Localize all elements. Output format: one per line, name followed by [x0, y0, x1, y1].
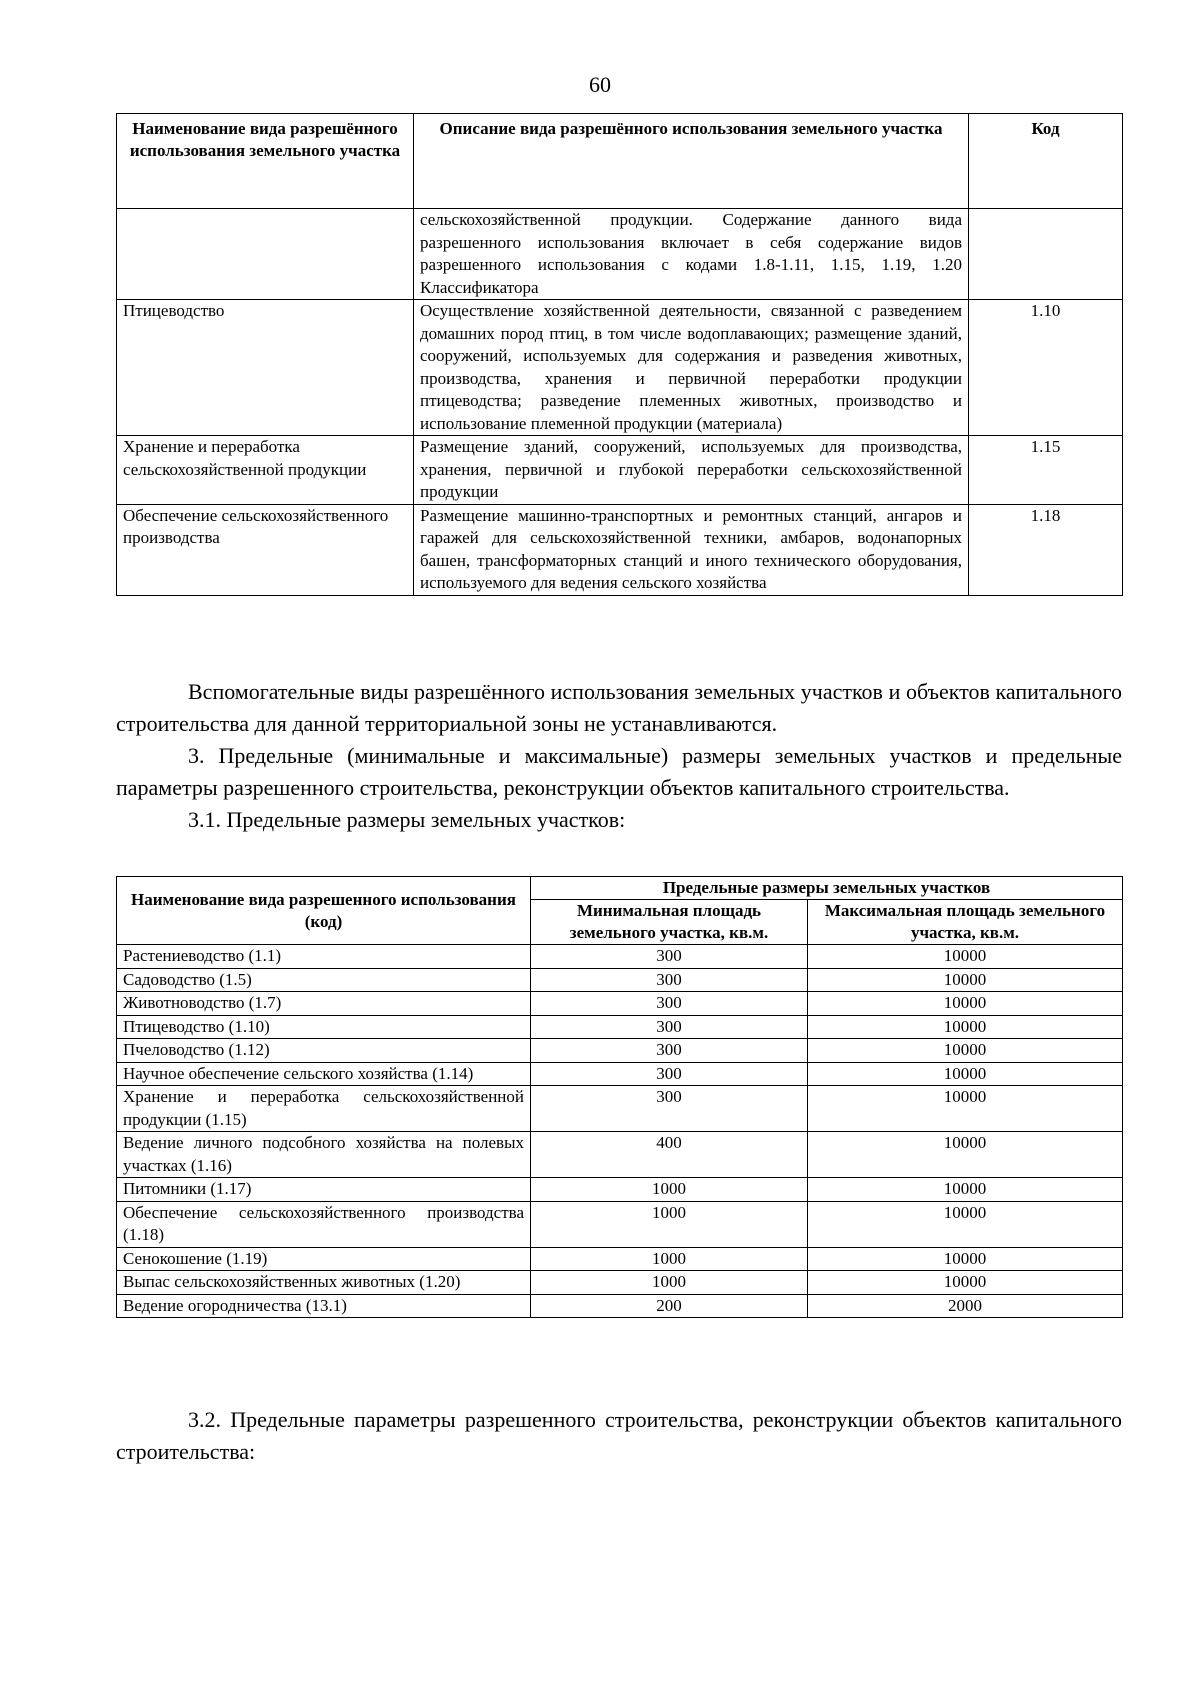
use-code: 1.10: [969, 300, 1123, 436]
use-description: Размещение машинно-транспортных и ремонтных станций, ангаров и гаражей для сельскохозяйственной техники, амбаров, водонапорных башен, трансформаторных станций и иного технического оборудования, используемого для ведения сельского хозяйства: [414, 504, 969, 595]
max-area: 10000: [808, 1062, 1123, 1086]
min-area: 300: [531, 1015, 808, 1039]
use-name-code: Сенокошение (1.19): [117, 1247, 531, 1271]
use-code: [969, 209, 1123, 300]
paragraph-section-3-2: 3.2. Предельные параметры разрешенного строительства, реконструкции объектов капитального строительства:: [116, 1407, 1122, 1464]
header-max-area: Максимальная площадь земельного участка, кв.м.: [808, 900, 1123, 945]
body-text-bottom: [116, 1404, 1122, 1468]
use-name-code: Животноводство (1.7): [117, 992, 531, 1016]
use-description: сельскохозяйственной продукции. Содержание данного вида разрешенного использования включает в себя содержание видов разрешенного использования с кодами 1.8-1.11, 1.15, 1.19, 1.20 Классификатора: [414, 209, 969, 300]
max-area: 2000: [808, 1294, 1123, 1318]
use-name-code: Питомники (1.17): [117, 1178, 531, 1202]
use-name-code: Научное обеспечение сельского хозяйства (1.14): [117, 1062, 531, 1086]
min-area: 1000: [531, 1271, 808, 1295]
min-area: 200: [531, 1294, 808, 1318]
max-area: 10000: [808, 945, 1123, 969]
max-area: 10000: [808, 1271, 1123, 1295]
min-area: 1000: [531, 1178, 808, 1202]
page-number: 60: [589, 72, 611, 97]
permitted-use-table: [116, 113, 1123, 596]
max-area: 10000: [808, 968, 1123, 992]
table-row: [117, 945, 1123, 969]
header-use-name: Наименование вида разрешенного использования (код): [117, 877, 531, 945]
use-name-code: Садоводство (1.5): [117, 968, 531, 992]
use-name-code: Пчеловодство (1.12): [117, 1039, 531, 1063]
table-row: [117, 1201, 1123, 1247]
table-row: [117, 1015, 1123, 1039]
max-area: 10000: [808, 1039, 1123, 1063]
use-code: 1.18: [969, 504, 1123, 595]
use-name: [117, 209, 414, 300]
max-area: 10000: [808, 1132, 1123, 1178]
table-row: [117, 1294, 1123, 1318]
use-code: 1.15: [969, 436, 1123, 505]
table-row: [117, 300, 1123, 436]
use-name-code: Выпас сельскохозяйственных животных (1.20): [117, 1271, 531, 1295]
max-area: 10000: [808, 992, 1123, 1016]
use-description: Осуществление хозяйственной деятельности, связанной с разведением домашних пород птиц, в том числе водоплавающих; размещение зданий, сооружений, используемых для содержания и разведения животных, производства, хранения и первичной переработки продукции птицеводства; разведение племенных животных, производство и использование племенной продукции (материала): [414, 300, 969, 436]
table-row: [117, 968, 1123, 992]
max-area: 10000: [808, 1086, 1123, 1132]
header-size-limits: Предельные размеры земельных участков: [531, 877, 1123, 900]
table-row: [117, 1086, 1123, 1132]
table-row: [117, 504, 1123, 595]
use-name-code: Птицеводство (1.10): [117, 1015, 531, 1039]
use-name: Обеспечение сельскохозяйственного производства: [117, 504, 414, 595]
table-header-row: [117, 877, 1123, 900]
land-plot-size-table: [116, 876, 1123, 1318]
table-row: [117, 1178, 1123, 1202]
use-name-code: Ведение огородничества (13.1): [117, 1294, 531, 1318]
use-name-code: Ведение личного подсобного хозяйства на полевых участках (1.16): [117, 1132, 531, 1178]
use-description: Размещение зданий, сооружений, используемых для производства, хранения, первичной и глубокой переработки сельскохозяйственной продукции: [414, 436, 969, 505]
paragraph-auxiliary-uses: Вспомогательные виды разрешённого использования земельных участков и объектов капитального строительства для данной территориальной зоны не устанавливаются.: [116, 679, 1122, 736]
min-area: 1000: [531, 1201, 808, 1247]
paragraph-section-3: 3. Предельные (минимальные и максимальные) размеры земельных участков и предельные параметры разрешенного строительства, реконструкции объектов капитального строительства.: [116, 743, 1122, 800]
max-area: 10000: [808, 1178, 1123, 1202]
use-name-code: Растениеводство (1.1): [117, 945, 531, 969]
table-row: [117, 1271, 1123, 1295]
use-name: Хранение и переработка сельскохозяйственной продукции: [117, 436, 414, 505]
table-header-row: [117, 114, 1123, 209]
max-area: 10000: [808, 1247, 1123, 1271]
header-code: Код: [969, 114, 1123, 209]
min-area: 300: [531, 1062, 808, 1086]
min-area: 1000: [531, 1247, 808, 1271]
min-area: 300: [531, 945, 808, 969]
table-row: [117, 209, 1123, 300]
table-row: [117, 1039, 1123, 1063]
table-row: [117, 436, 1123, 505]
min-area: 300: [531, 1039, 808, 1063]
paragraph-section-3-1: 3.1. Предельные размеры земельных участков:: [188, 807, 626, 832]
max-area: 10000: [808, 1201, 1123, 1247]
use-name-code: Хранение и переработка сельскохозяйственной продукции (1.15): [117, 1086, 531, 1132]
use-name: Птицеводство: [117, 300, 414, 436]
use-name-code: Обеспечение сельскохозяйственного производства (1.18): [117, 1201, 531, 1247]
min-area: 300: [531, 968, 808, 992]
table-row: [117, 1247, 1123, 1271]
header-description: Описание вида разрешённого использования земельного участка: [414, 114, 969, 209]
min-area: 300: [531, 1086, 808, 1132]
min-area: 400: [531, 1132, 808, 1178]
table-row: [117, 1132, 1123, 1178]
max-area: 10000: [808, 1015, 1123, 1039]
body-text-top: [116, 676, 1122, 836]
header-min-area: Минимальная площадь земельного участка, кв.м.: [531, 900, 808, 945]
header-name: Наименование вида разрешённого использования земельного участка: [117, 114, 414, 209]
table-row: [117, 992, 1123, 1016]
min-area: 300: [531, 992, 808, 1016]
table-row: [117, 1062, 1123, 1086]
